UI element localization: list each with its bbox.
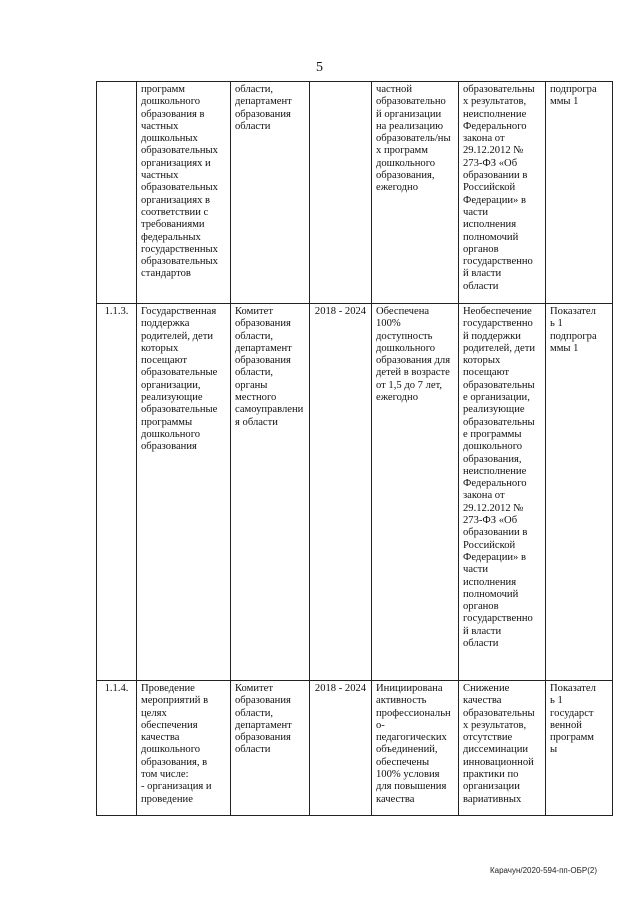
consequences-cell: Снижение качества образовательны х результатов, отсутствие диссеминации инновационной практики по организации вариативных <box>459 681 546 816</box>
activity-name-cell: программ дошкольного образования в частных дошкольных образовательных организациях и частных образовательных организациях в соответствии с требованиями федеральных государственных образовательных стандартов <box>137 82 231 304</box>
row-number-cell: 1.1.3. <box>97 304 137 681</box>
executor-cell: Комитет образования области, департамент образования области <box>231 681 310 816</box>
document-footer-code: Карачун/2020-594-пп-ОБР(2) <box>489 866 597 875</box>
page-number: 5 <box>316 60 323 75</box>
row-number-cell <box>97 82 137 304</box>
executor-cell: области, департамент образования области <box>231 82 310 304</box>
program-activities-table <box>96 81 613 816</box>
period-cell: 2018 - 2024 <box>310 681 372 816</box>
indicator-link-cell: подпрогра ммы 1 <box>546 82 613 304</box>
consequences-cell: образовательны х результатов, неисполнение Федерального закона от 29.12.2012 № 273-ФЗ «Об образовании в Российской Федерации» в части исполнения полномочий органов государственно й власти области <box>459 82 546 304</box>
period-cell: 2018 - 2024 <box>310 304 372 681</box>
row-number-cell: 1.1.4. <box>97 681 137 816</box>
executor-cell: Комитет образования области, департамент образования области, органы местного самоуправлени я области <box>231 304 310 681</box>
table-row <box>97 681 613 816</box>
table-row <box>97 82 613 304</box>
table-row <box>97 304 613 681</box>
expected-result-cell: Инициирована активность профессиональн о- педагогических объединений, обеспечены 100% условия для повышения качества <box>372 681 459 816</box>
consequences-cell: Необеспечение государственно й поддержки родителей, дети которых посещают образовательны е организации, реализующие образовательны е программы дошкольного образования, неисполнение Федерального закона от 29.12.2012 № 273-ФЗ «Об образовании в Российской Федерации» в части исполнения полномочий органов государственно й власти области <box>459 304 546 681</box>
activity-name-cell: Государственная поддержка родителей, дети которых посещают образовательные организации, реализующие образовательные программы дошкольного образования <box>137 304 231 681</box>
activity-name-cell: Проведение мероприятий в целях обеспечения качества дошкольного образования, в том числе: - организация и проведение <box>137 681 231 816</box>
period-cell <box>310 82 372 304</box>
expected-result-cell: Обеспечена 100% доступность дошкольного образования для детей в возрасте от 1,5 до 7 лет, ежегодно <box>372 304 459 681</box>
expected-result-cell: частной образовательно й организации на реализацию образователь/ны х программ дошкольного образования, ежегодно <box>372 82 459 304</box>
indicator-link-cell: Показател ь 1 государст венной программ ы <box>546 681 613 816</box>
indicator-link-cell: Показател ь 1 подпрогра ммы 1 <box>546 304 613 681</box>
